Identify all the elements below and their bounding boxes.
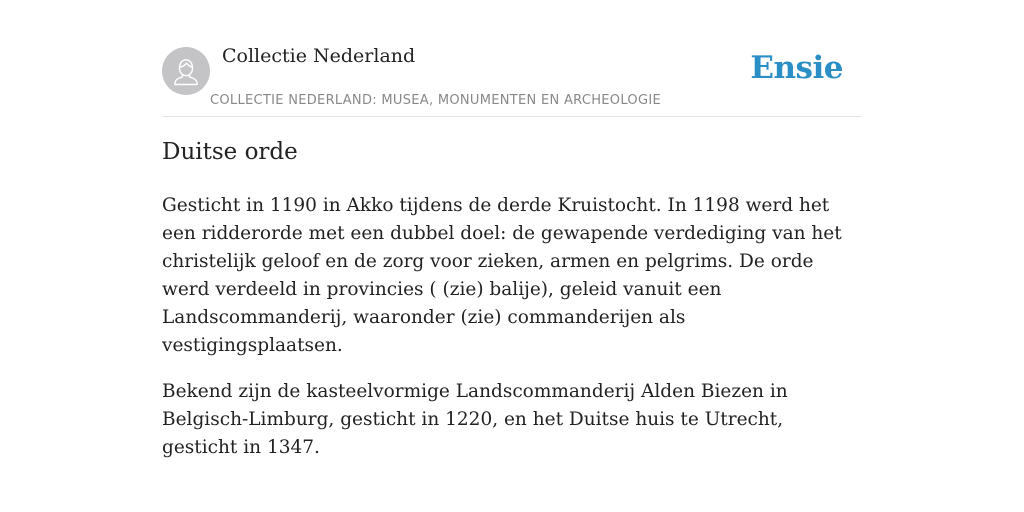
article-paragraph: Bekend zijn de kasteelvormige Landscommanderij Alden Biezen in Belgisch-Limburg, gesticht in 1220, en het Duitse huis te Utrecht, gesticht in 1347. — [162, 381, 788, 458]
avatar[interactable] — [162, 47, 210, 95]
article-card — [162, 0, 862, 458]
author-name[interactable]: Collectie Nederland — [222, 45, 416, 67]
article-body — [162, 192, 862, 480]
brand-logo[interactable]: Ensie — [750, 50, 843, 86]
article-title: Duitse orde — [162, 139, 298, 165]
user-silhouette-icon — [162, 47, 210, 95]
source-label[interactable]: COLLECTIE NEDERLAND: MUSEA, MONUMENTEN EN ARCHEOLOGIE — [210, 93, 661, 108]
article-paragraph: Gesticht in 1190 in Akko tijdens de derde Kruistocht. In 1198 werd het een ridderorde met een dubbel doel: de gewapende verdediging van het christelijk geloof en de zorg voor zieken, armen en pelgrims. De orde werd verdeeld in provincies ( (zie) balije), geleid vanuit een Landscommanderij, waaronder (zie) commanderijen als vestigingsplaatsen. — [162, 195, 842, 356]
article-header — [162, 0, 862, 117]
